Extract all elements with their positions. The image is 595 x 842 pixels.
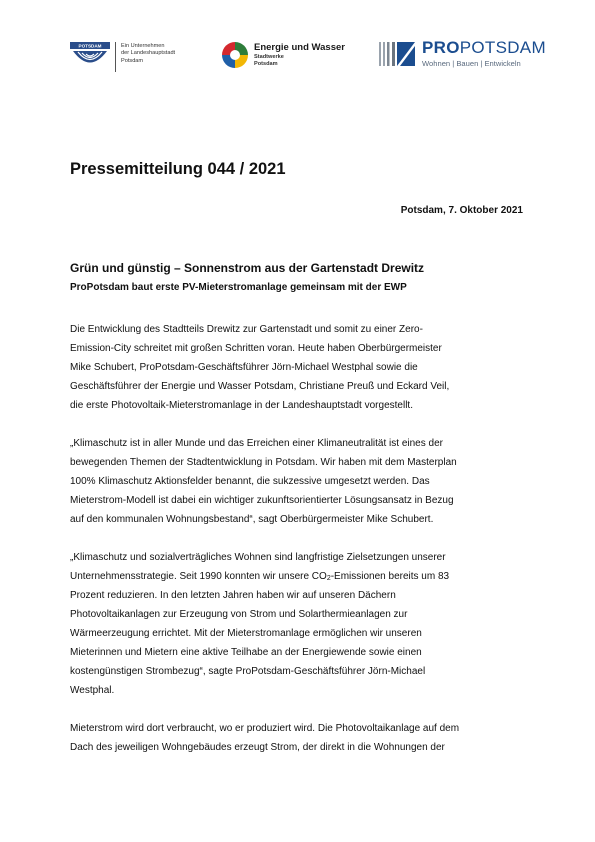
text-line: Geschäftsführer der Energie und Wasser Potsdam, Christiane Preuß und Eckard Veil, [70, 381, 450, 392]
text-line [70, 567, 530, 586]
text-line: Emission-City schreitet mit großen Schritten voran. Heute haben Oberbürgermeister [70, 343, 442, 354]
ewp-subtitle-line: Stadtwerke [254, 54, 284, 60]
potsdam-logo-line: der Landeshauptstadt [121, 50, 176, 57]
paragraph-4 [70, 719, 530, 757]
potsdam-city-logo [70, 42, 220, 74]
text-line: Wärmeerzeugung errichtet. Mit der Mieterstromanlage ermöglichen wir unseren [70, 628, 422, 639]
headline: Grün und günstig – Sonnenstrom aus der Gartenstadt Drewitz [70, 261, 425, 275]
propotsdam-logo [379, 38, 559, 74]
ewp-subtitle-line: Potsdam [254, 60, 278, 67]
press-release-title: Pressemitteilung 044 / 2021 [70, 160, 286, 178]
press-release-date: Potsdam, 7. Oktober 2021 [400, 205, 523, 216]
text-line: „Klimaschutz und sozialverträgliches Wohnen sind langfristige Zielsetzungen unserer [70, 552, 446, 563]
paragraph-1 [70, 320, 530, 415]
text-line: Mieterstrom-Modell ist dabei ein wichtiger zukunftsorientierter Lösungsansatz in Bezug [70, 495, 454, 506]
text-line: Westphal. [70, 685, 115, 696]
ewp-pinwheel-icon [220, 40, 250, 70]
text-line: Mieterinnen und Mietern eine aktive Teilhabe an der Energiewende sowie einen [70, 647, 422, 658]
propotsdam-name-pro: PRO [422, 38, 460, 57]
text-line: auf den kommunalen Wohnungsbestand“, sagt Oberbürgermeister Mike Schubert. [70, 514, 434, 525]
text-line: 100% Klimaschutz Aktionsfelder benannt, die sukzessive umgesetzt werden. Das [70, 476, 430, 487]
text-line: bewegenden Themen der Stadtentwicklung in Potsdam. Wir haben mit dem Masterplan [70, 457, 457, 468]
text-line: die erste Photovoltaik-Mieterstromanlage in der Landeshauptstadt vorgestellt. [70, 400, 413, 411]
ewp-subtitle [254, 54, 284, 68]
ewp-logo [220, 40, 370, 76]
propotsdam-tagline: Wohnen | Bauen | Entwickeln [422, 59, 521, 68]
text-line: Prozent reduzieren. In den letzten Jahren haben wir auf unseren Dächern [70, 590, 396, 601]
text-line: Dach des jeweiligen Wohngebäudes erzeugt Strom, der direkt in die Wohnungen der [70, 742, 445, 753]
potsdam-logo-line: Potsdam [121, 57, 144, 64]
ewp-title: Energie und Wasser [254, 42, 345, 53]
co2-subscript: 2 [326, 575, 331, 582]
text-line: Mieterstrom wird dort verbraucht, wo er produziert wird. Die Photovoltaikanlage auf dem [70, 723, 460, 734]
logo-divider [115, 42, 116, 72]
text-line: Die Entwicklung des Stadtteils Drewitz zur Gartenstadt und somit zu einer Zero- [70, 324, 423, 335]
text-fragment: -Emissionen bereits um 83 [330, 571, 450, 582]
logo-bar [0, 0, 595, 90]
text-line: „Klimaschutz ist in aller Munde und das Erreichen einer Klimaneutralität ist eines der [70, 438, 443, 449]
potsdam-logo-line: Ein Unternehmen [121, 43, 165, 49]
propotsdam-name-potsdam: POTSDAM [459, 38, 546, 57]
text-fragment: Unternehmensstrategie. Seit 1990 konnten wir unsere CO [70, 571, 327, 582]
potsdam-emblem-icon [70, 42, 110, 72]
paragraph-2 [70, 434, 530, 529]
paragraph-3 [70, 548, 530, 700]
emblem-label: POTSDAM [78, 43, 102, 49]
text-line: Photovoltaikanlagen zur Erzeugung von Strom und Solarthermieanlagen zur [70, 609, 408, 620]
potsdam-logo-text [121, 43, 216, 65]
propotsdam-bars-icon [379, 39, 417, 69]
text-line: Mike Schubert, ProPotsdam-Geschäftsführer Jörn-Michael Westphal sowie die [70, 362, 418, 373]
propotsdam-name [422, 38, 546, 58]
text-line: kostengünstigen Strombezug“, sagte ProPotsdam-Geschäftsführer Jörn-Michael [70, 666, 426, 677]
subheadline: ProPotsdam baut erste PV-Mieterstromanlage gemeinsam mit der EWP [70, 282, 407, 293]
